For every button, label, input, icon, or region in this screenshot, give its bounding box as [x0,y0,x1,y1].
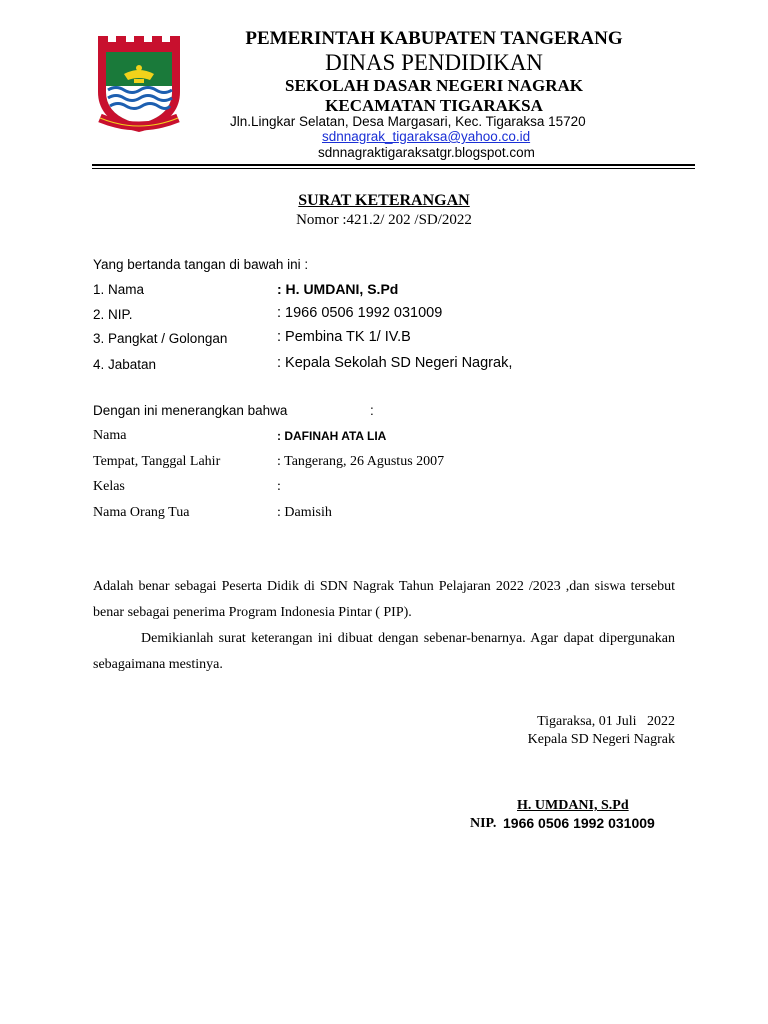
signer-rank-value: : Pembina TK 1/ IV.B [277,329,411,345]
signatory-name: H. UMDANI, S.Pd [517,798,629,813]
header-rule-thin [92,168,695,169]
student-class-value: : [277,479,281,494]
header-line-government: PEMERINTAH KABUPATEN TANGERANG [245,28,623,49]
student-birth-value: : Tangerang, 26 Agustus 2007 [277,454,445,469]
closing-position: Kepala SD Negeri Nagrak [527,732,675,747]
document-title: SURAT KETERANGAN [298,192,470,209]
signer-name-label: 1. Nama [93,282,145,297]
header-line-school: SEKOLAH DASAR NEGERI NAGRAK [284,76,583,95]
header-line-district: KECAMATAN TIGARAKSA [325,96,543,115]
closing-place-date: Tigaraksa, 01 Juli 2022 [537,714,675,729]
header-address: Jln.Lingkar Selatan, Desa Margasari, Kec. Tigaraksa 15720 [230,114,586,129]
signer-position-value: : Kepala Sekolah SD Negeri Nagrak, [277,355,513,371]
signatory-nip-label: NIP. [470,816,497,831]
body-paragraph-2: Demikianlah surat keterangan ini dibuat dengan sebenar-benarnya. Agar dapat dipergunakan sebagaimana mestinya. [93,631,675,672]
signer-position-label: 4. Jabatan [93,357,157,372]
signer-intro: Yang bertanda tangan di bawah ini : [93,257,309,272]
student-class-label: Kelas [93,479,125,494]
statement-intro: Dengan ini menerangkan bahwa [93,403,288,418]
statement-intro-colon: : [370,403,374,418]
student-name-label: Nama [93,428,127,443]
student-birth-label: Tempat, Tanggal Lahir [93,454,221,469]
header-blog: sdnnagraktigaraksatgr.blogspot.com [318,145,535,160]
signer-name-value: : H. UMDANI, S.Pd [277,281,399,297]
header-rule-thick [92,164,695,166]
signer-rank-label: 3. Pangkat / Golongan [93,331,228,346]
header-line-department: DINAS PENDIDIKAN [325,50,543,75]
document-number: Nomor :421.2/ 202 /SD/2022 [296,212,472,228]
signer-nip-value: : 1966 0506 1992 031009 [277,305,443,321]
signer-nip-label: 2. NIP. [93,307,133,322]
student-parent-label: Nama Orang Tua [93,505,190,520]
student-name-value: : DAFINAH ATA LIA [277,429,387,443]
body-paragraph-1: Adalah benar sebagai Peserta Didik di SDN Nagrak Tahun Pelajaran 2022 /2023 ,dan siswa tersebut benar sebagai penerima Program Indonesia Pintar ( PIP). [93,579,675,620]
signatory-nip-value: 1966 0506 1992 031009 [503,815,655,831]
student-parent-value: : Damisih [277,505,332,520]
header-email-link[interactable]: sdnnagrak_tigaraksa@yahoo.co.id [322,129,531,144]
